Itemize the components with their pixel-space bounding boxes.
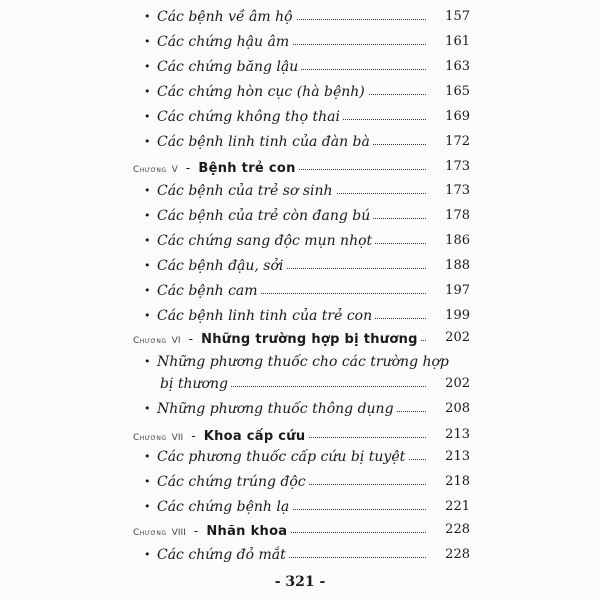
toc-item-label: Các chứng hậu âm	[157, 32, 292, 52]
toc-item-label: Các chứng băng lậu	[157, 57, 301, 77]
chapter-title: Nhãn khoa	[206, 524, 288, 539]
toc-item	[0, 107, 600, 129]
toc-page-number: 202	[427, 374, 470, 394]
toc-item-label: Các bệnh của trẻ còn đang bú	[157, 206, 373, 226]
toc-item-label-continued: bị thương	[160, 374, 231, 394]
toc-page-number: 197	[427, 281, 470, 301]
toc-page-number: 173	[427, 181, 470, 201]
toc-page-number: 157	[427, 7, 470, 27]
toc-chapter	[0, 157, 600, 179]
chapter-heading	[133, 157, 299, 180]
chapter-dash: -	[188, 332, 193, 347]
chapter-heading	[133, 425, 308, 448]
bullet-icon: •	[144, 402, 151, 415]
bullet-icon: •	[144, 85, 151, 98]
toc-page-number: 213	[427, 425, 470, 445]
chapter-word: Chương	[133, 165, 167, 175]
chapter-word: Chương	[133, 336, 167, 346]
toc-item	[0, 181, 600, 203]
toc-page-number: 228	[427, 520, 470, 540]
chapter-word: Chương	[133, 433, 167, 443]
toc-item	[0, 447, 600, 469]
toc-item-label: Những phương thuốc thông dụng	[157, 399, 397, 419]
bullet-icon: •	[144, 135, 151, 148]
toc-item-label: Các chứng không thọ thai	[157, 107, 343, 127]
bullet-icon: •	[144, 10, 151, 23]
chapter-title: Bệnh trẻ con	[198, 161, 296, 176]
bullet-icon: •	[144, 234, 151, 247]
toc-item-label: Các chứng đỏ mắt	[157, 545, 289, 565]
bullet-icon: •	[144, 209, 151, 222]
toc-item	[0, 281, 600, 303]
toc-page-number: 172	[427, 132, 470, 152]
toc-page-number: 165	[427, 82, 470, 102]
toc-page-number: 169	[427, 107, 470, 127]
chapter-word: Chương	[133, 528, 167, 538]
chapter-number: VII	[171, 433, 184, 443]
chapter-heading	[133, 328, 421, 351]
chapter-title: Khoa cấp cứu	[203, 429, 306, 444]
toc-item	[0, 472, 600, 494]
bullet-icon: •	[144, 450, 151, 463]
toc-item-label: Các bệnh đậu, sởi	[157, 256, 286, 276]
toc-page-number: 178	[427, 206, 470, 226]
chapter-heading	[133, 520, 290, 543]
chapter-number: VI	[171, 336, 181, 346]
page-footer-number: - 321 -	[274, 574, 326, 590]
toc-page-number: 228	[427, 545, 470, 565]
toc-item-label: Các bệnh linh tinh của đàn bà	[157, 132, 373, 152]
toc-item-label: Những phương thuốc cho các trường hợp	[157, 354, 449, 370]
toc-page-number: 199	[427, 306, 470, 326]
toc-item-label: Các bệnh linh tinh của trẻ con	[157, 306, 375, 326]
toc-page-number: 221	[427, 497, 470, 517]
toc-item	[0, 399, 600, 421]
bullet-icon: •	[144, 500, 151, 513]
bullet-icon: •	[144, 355, 151, 368]
toc-item-label: Các chứng trúng độc	[157, 472, 309, 492]
toc-item	[0, 497, 600, 519]
bullet-icon: •	[144, 184, 151, 197]
bullet-icon: •	[144, 309, 151, 322]
toc-page-number: 161	[427, 32, 470, 52]
toc-item-label: Các bệnh cam	[157, 281, 261, 301]
toc-item	[0, 545, 600, 567]
chapter-number: V	[171, 165, 178, 175]
toc-item	[0, 7, 600, 29]
chapter-dash: -	[191, 429, 196, 444]
chapter-dash: -	[193, 524, 199, 539]
bullet-icon: •	[144, 259, 151, 272]
toc-item	[0, 352, 600, 392]
bullet-icon: •	[144, 284, 151, 297]
toc-item	[0, 231, 600, 253]
bullet-icon: •	[144, 60, 151, 73]
toc-item	[0, 32, 600, 54]
toc-item	[0, 306, 600, 328]
toc-page-number: 163	[427, 57, 470, 77]
toc-item-label: Các chứng bệnh lạ	[157, 497, 292, 517]
toc-chapter	[0, 328, 600, 350]
bullet-icon: •	[144, 475, 151, 488]
toc-item-label: Các chứng sang độc mụn nhọt	[157, 231, 375, 251]
toc-page-number: 173	[427, 157, 470, 177]
bullet-icon: •	[144, 548, 151, 561]
toc-page-number: 186	[427, 231, 470, 251]
toc-page-number: 188	[427, 256, 470, 276]
toc-page-number: 208	[427, 399, 470, 419]
toc-item-label: Các bệnh của trẻ sơ sinh	[157, 181, 336, 201]
toc-item	[0, 256, 600, 278]
chapter-title: Những trường hợp bị thương	[201, 332, 418, 347]
toc-chapter	[0, 425, 600, 447]
toc-item	[0, 82, 600, 104]
toc-item-label: Các chứng hòn cục (hà bệnh)	[157, 82, 368, 102]
toc-chapter	[0, 520, 600, 542]
bullet-icon: •	[144, 35, 151, 48]
toc-item	[0, 57, 600, 79]
toc-item-label: Các bệnh về âm hộ	[157, 7, 296, 27]
toc-page-number: 218	[427, 472, 470, 492]
toc-page-number: 213	[427, 447, 470, 467]
toc-page-number: 202	[427, 328, 470, 348]
toc-item-label: Các phương thuốc cấp cứu bị tuyệt	[157, 447, 408, 467]
toc-item	[0, 206, 600, 228]
chapter-dash: -	[185, 161, 191, 176]
toc-item	[0, 132, 600, 154]
chapter-number: VIII	[171, 528, 186, 538]
bullet-icon: •	[144, 110, 151, 123]
